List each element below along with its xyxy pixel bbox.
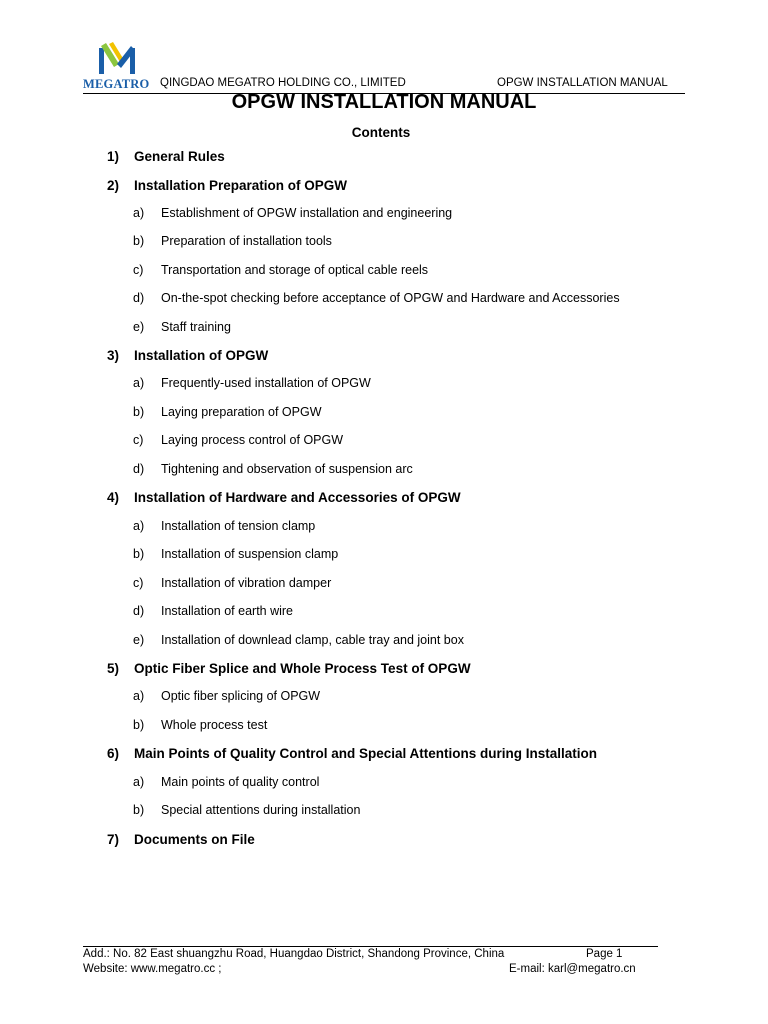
toc-item [133, 376, 371, 390]
item-text: Laying process control of OPGW [161, 433, 344, 447]
item-letter: a) [133, 775, 145, 789]
toc-item [133, 775, 319, 789]
header-manual-name: OPGW INSTALLATION MANUAL [497, 77, 668, 89]
toc-item [133, 291, 620, 305]
footer-divider [83, 946, 658, 947]
logo-bar-right [130, 48, 135, 74]
item-letter: c) [133, 576, 144, 590]
section-number: 1) [107, 149, 120, 164]
item-text: Whole process test [161, 718, 268, 732]
item-letter: b) [133, 718, 145, 732]
footer-email: E-mail: karl@megatro.cn [509, 963, 636, 975]
section-title: Optic Fiber Splice and Whole Process Test of OPGW [134, 661, 471, 676]
item-text: Preparation of installation tools [161, 234, 332, 248]
document-title: OPGW INSTALLATION MANUAL [231, 91, 537, 113]
item-letter: b) [133, 803, 145, 817]
item-text: Tightening and observation of suspension arc [161, 462, 413, 476]
section-number: 3) [107, 348, 120, 363]
toc-item [133, 689, 320, 703]
toc-item [133, 633, 464, 647]
footer-website: Website: www.megatro.cc ; [83, 963, 222, 975]
toc-item [133, 234, 332, 248]
item-letter: d) [133, 604, 145, 618]
item-text: Transportation and storage of optical cable reels [161, 263, 429, 277]
item-text: Installation of vibration damper [161, 576, 332, 590]
item-text: Special attentions during installation [161, 803, 361, 817]
toc-item [133, 320, 231, 334]
section-title: Installation of OPGW [134, 348, 269, 363]
toc-item [133, 263, 428, 277]
item-text: Main points of quality control [161, 775, 320, 789]
section-title: Installation of Hardware and Accessories of OPGW [134, 490, 461, 505]
section-number: 5) [107, 661, 120, 676]
toc-item [133, 547, 338, 561]
item-text: Installation of tension clamp [161, 519, 316, 533]
section-heading [107, 149, 225, 164]
company-logo [83, 42, 153, 92]
toc-item [133, 206, 452, 220]
item-text: Installation of earth wire [161, 604, 294, 618]
item-letter: b) [133, 234, 145, 248]
item-letter: b) [133, 547, 145, 561]
item-text: Staff training [161, 320, 231, 334]
item-letter: e) [133, 633, 145, 647]
toc-item [133, 803, 360, 817]
footer-page-number: Page 1 [586, 948, 623, 960]
section-title: General Rules [134, 149, 225, 164]
footer-address: Add.: No. 82 East shuangzhu Road, Huangdao District, Shandong Province, China [83, 948, 505, 960]
logo-wordmark: MEGATRO [83, 77, 150, 91]
toc-item [133, 519, 315, 533]
item-letter: a) [133, 376, 145, 390]
section-heading [107, 832, 255, 847]
section-heading [107, 178, 347, 193]
item-letter: c) [133, 433, 144, 447]
section-title: Installation Preparation of OPGW [134, 178, 348, 193]
toc-item [133, 604, 293, 618]
section-number: 7) [107, 832, 120, 847]
section-number: 4) [107, 490, 120, 505]
item-letter: a) [133, 206, 145, 220]
section-heading [107, 661, 471, 676]
toc-item [133, 433, 343, 447]
toc-item [133, 462, 413, 476]
item-letter: d) [133, 462, 145, 476]
section-number: 6) [107, 746, 120, 761]
logo-bar-left [99, 48, 104, 74]
header-company-name: QINGDAO MEGATRO HOLDING CO., LIMITED [160, 77, 406, 89]
section-title: Documents on File [134, 832, 255, 847]
item-text: Frequently-used installation of OPGW [161, 376, 371, 390]
item-text: Installation of suspension clamp [161, 547, 339, 561]
item-text: Installation of downlead clamp, cable tray and joint box [161, 633, 464, 647]
section-number: 2) [107, 178, 120, 193]
item-letter: e) [133, 320, 145, 334]
item-text: Optic fiber splicing of OPGW [161, 689, 321, 703]
toc-item [133, 718, 267, 732]
megatro-logo-icon [97, 42, 137, 74]
item-letter: d) [133, 291, 145, 305]
item-letter: a) [133, 519, 145, 533]
section-heading [107, 746, 597, 761]
section-heading [107, 348, 268, 363]
contents-heading: Contents [351, 125, 411, 140]
section-title: Main Points of Quality Control and Special Attentions during Installation [134, 746, 598, 761]
toc-item [133, 576, 331, 590]
item-letter: a) [133, 689, 145, 703]
item-text: Laying preparation of OPGW [161, 405, 322, 419]
toc-item [133, 405, 322, 419]
item-text: Establishment of OPGW installation and engineering [161, 206, 453, 220]
section-heading [107, 490, 461, 505]
item-letter: c) [133, 263, 144, 277]
item-text: On-the-spot checking before acceptance of OPGW and Hardware and Accessories [161, 291, 620, 305]
item-letter: b) [133, 405, 145, 419]
